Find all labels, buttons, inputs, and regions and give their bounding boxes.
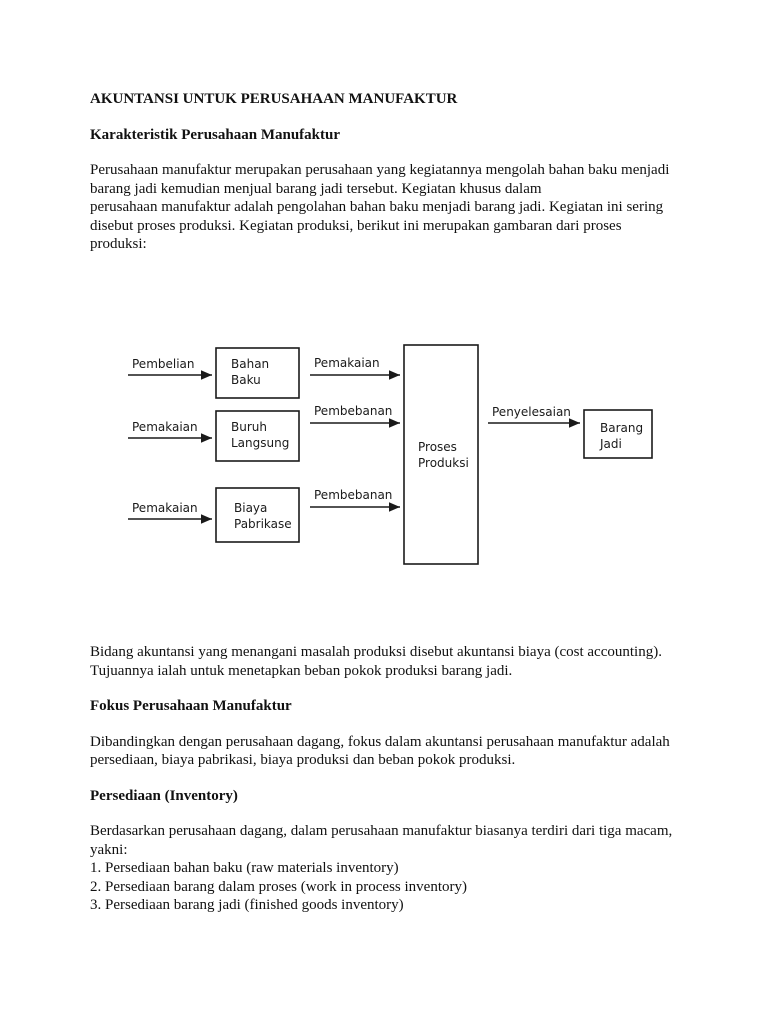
box-label: Biaya bbox=[234, 501, 268, 515]
process-label: Produksi bbox=[418, 456, 469, 470]
paragraph-line: Perusahaan manufaktur merupakan perusahaan yang kegiatannya mengolah bahan baku menjadi bbox=[90, 162, 670, 178]
flow-label: Pemakaian bbox=[314, 356, 380, 370]
section-paragraph-akuntansi-biaya bbox=[90, 643, 710, 680]
section-heading-karakteristik: Karakteristik Perusahaan Manufaktur bbox=[90, 126, 341, 143]
box-label: Langsung bbox=[231, 436, 290, 450]
document-lower-sections bbox=[90, 643, 710, 915]
output-label: Jadi bbox=[600, 437, 622, 451]
output-label: Barang bbox=[600, 421, 644, 435]
section-paragraph-fokus bbox=[90, 733, 710, 770]
document-page bbox=[90, 90, 690, 271]
paragraph-line: yakni: bbox=[90, 841, 128, 858]
process-label: Proses bbox=[418, 440, 457, 454]
paragraph-line: Tujuannya ialah untuk menetapkan beban pokok produksi barang jadi. bbox=[90, 662, 513, 679]
box-biaya-pabrikase bbox=[216, 488, 299, 542]
section-paragraph-persediaan bbox=[90, 822, 710, 859]
box-proses-produksi bbox=[404, 345, 478, 564]
flow-label: Pembebanan bbox=[314, 488, 393, 502]
paragraph-line: Dibandingkan dengan perusahaan dagang, fokus dalam akuntansi perusahaan manufaktur adalah bbox=[90, 733, 670, 750]
paragraph-line: Berdasarkan perusahaan dagang, dalam perusahaan manufaktur biasanya terdiri dari tiga macam, bbox=[90, 823, 673, 839]
output-flow-label: Penyelesaian bbox=[492, 405, 571, 419]
section-heading-fokus: Fokus Perusahaan Manufaktur bbox=[90, 698, 292, 714]
input-label: Pemakaian bbox=[132, 501, 198, 515]
box-label: Bahan bbox=[231, 357, 270, 371]
list-item: 1. Persediaan bahan baku (raw materials inventory) bbox=[90, 860, 399, 876]
list-item: 3. Persediaan barang jadi (finished goods inventory) bbox=[90, 897, 404, 913]
input-label: Pembelian bbox=[132, 357, 195, 371]
paragraph-line: perusahaan manufaktur adalah pengolahan bahan baku menjadi barang jadi. Kegiatan ini sering bbox=[90, 199, 664, 215]
list-item: 2. Persediaan barang dalam proses (work in process inventory) bbox=[90, 878, 467, 895]
paragraph-line: barang jadi kemudian menjual barang jadi tersebut. Kegiatan khusus dalam bbox=[90, 180, 542, 197]
section-heading-persediaan: Persediaan (Inventory) bbox=[90, 787, 238, 804]
box-label: Pabrikase bbox=[234, 517, 292, 531]
paragraph-line: produksi: bbox=[90, 236, 147, 252]
production-process-diagram bbox=[118, 335, 663, 570]
box-label: Buruh bbox=[231, 420, 267, 434]
box-label: Baku bbox=[231, 373, 261, 387]
paragraph-line: Bidang akuntansi yang menangani masalah produksi disebut akuntansi biaya (cost accounting). bbox=[90, 644, 662, 660]
paragraph-line: disebut proses produksi. Kegiatan produksi, berikut ini merupakan gambaran dari proses bbox=[90, 217, 622, 234]
flow-label: Pembebanan bbox=[314, 404, 393, 418]
paragraph-line: persediaan, biaya pabrikasi, biaya produksi dan beban pokok produksi. bbox=[90, 752, 516, 768]
inventory-list bbox=[90, 859, 710, 915]
document-title: AKUNTANSI UNTUK PERUSAHAAN MANUFAKTUR bbox=[90, 91, 458, 107]
input-label: Pemakaian bbox=[132, 420, 198, 434]
section-paragraph-karakteristik bbox=[90, 161, 690, 254]
